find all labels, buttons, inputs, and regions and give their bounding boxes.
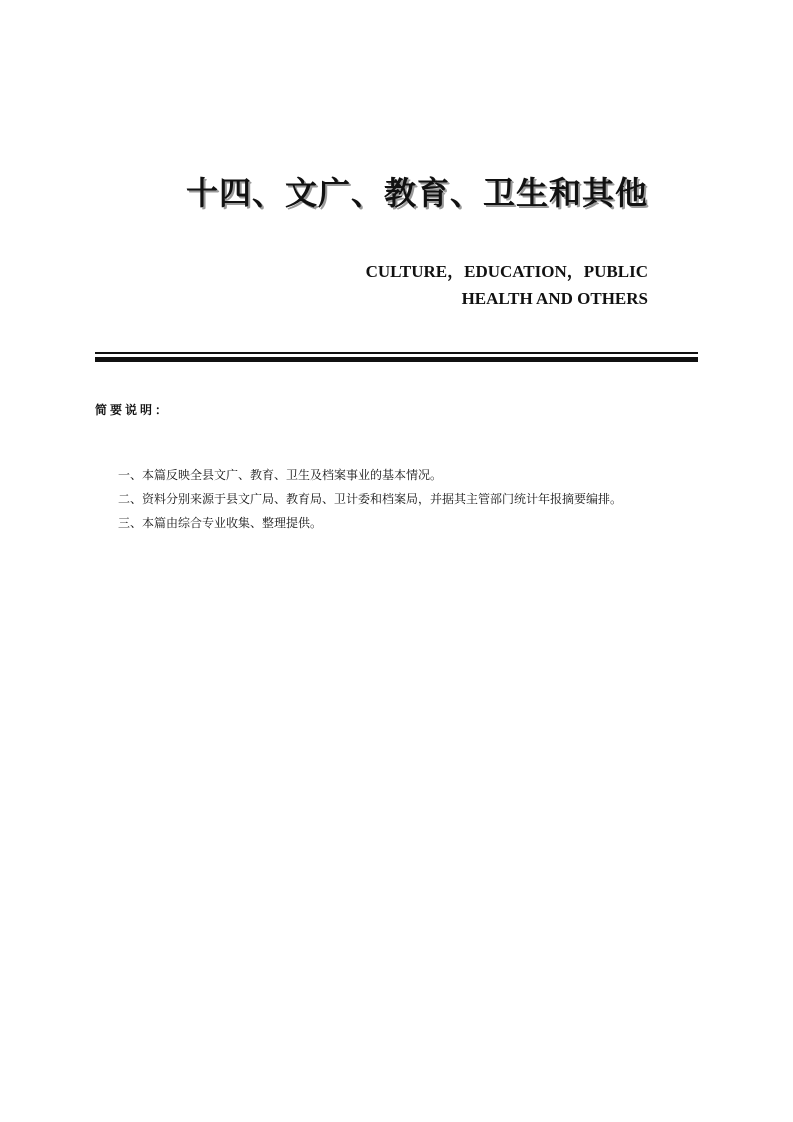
divider-thick-line — [95, 357, 698, 362]
note-item-2: 二、资料分别来源于县文广局、教育局、卫计委和档案局，并据其主管部门统计年报摘要编排。 — [118, 492, 623, 506]
chapter-title-chinese: 十四、文广、教育、卫生和其他 — [185, 174, 648, 212]
note-item-1: 一、本篇反映全县文广、教育、卫生及档案事业的基本情况。 — [118, 468, 443, 482]
notes-list — [118, 463, 622, 535]
note-item-3: 三、本篇由综合专业收集、整理提供。 — [118, 516, 323, 530]
title-divider — [95, 352, 698, 362]
chapter-title-english — [366, 258, 648, 312]
notes-heading: 简要说明： — [95, 403, 171, 417]
chapter-title-english-line-1: CULTURE，EDUCATION，PUBLIC — [365, 262, 648, 281]
chapter-title-english-line-2: HEALTH AND OTHERS — [461, 289, 648, 308]
